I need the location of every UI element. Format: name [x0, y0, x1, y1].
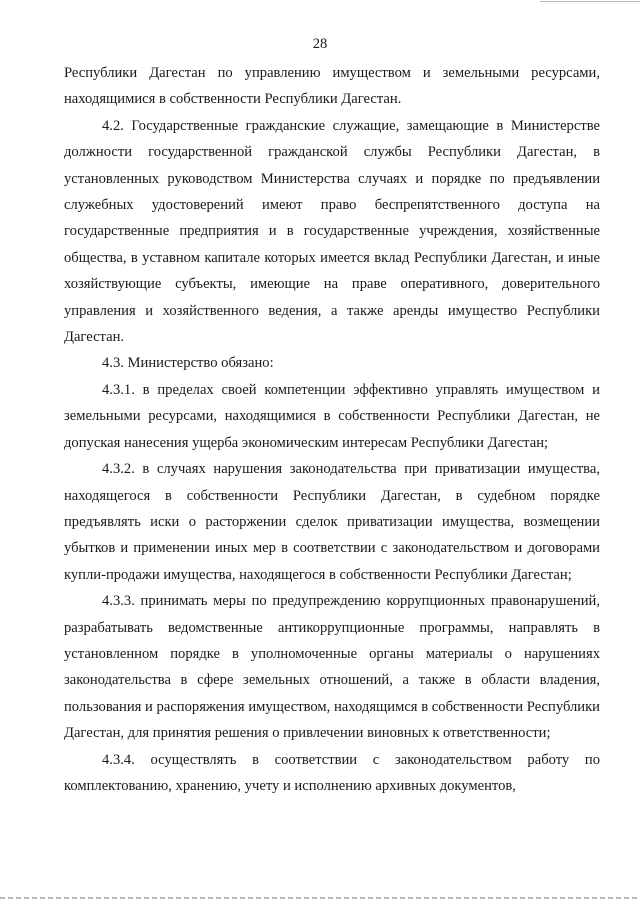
paragraph-4-3-3: 4.3.3. принимать меры по предупреждению коррупционных правонарушений, разрабатывать ведомственные антикоррупционные программы, направлять в установленном порядке в уполномоченные органы материалы о нарушениях законодательства в сфере земельных отношений, а также в области владения, пользования и распоряжения имуществом, находящимся в собственности Республики Дагестан, для принятия решения о привлечении виновных к ответственности;: [64, 593, 600, 742]
paragraph-4-3-4: 4.3.4. осуществлять в соответствии с законодательством работу по комплектованию, хранению, учету и исполнению архивных документов,: [64, 751, 600, 794]
paragraph-4-3: 4.3. Министерство обязано:: [102, 355, 274, 372]
scan-bottom-edge: [0, 897, 640, 899]
page-number: 28: [312, 36, 328, 52]
body-text: [64, 60, 600, 799]
paragraph-continuation: Республики Дагестан по управлению имуществом и земельными ресурсами, находящимися в собственности Республики Дагестан.: [64, 65, 600, 108]
scan-edge-line: [540, 1, 640, 2]
paragraph-4-2: 4.2. Государственные гражданские служащие, замещающие в Министерстве должности государственной гражданской службы Республики Дагестан, в установленных руководством Министерства случаях и порядке по предъявлении служебных удостоверений имеют право беспрепятственного доступа на государственные предприятия и в государственные учреждения, хозяйственные общества, в уставном капитале которых имеется вклад Республики Дагестан, и иные хозяйствующие субъекты, имеющие на праве оперативного, доверительного управления и хозяйственного ведения, а также аренды имущество Республики Дагестан.: [64, 117, 600, 346]
paragraph-4-3-1: 4.3.1. в пределах своей компетенции эффективно управлять имуществом и земельными ресурсами, находящимися в собственности Республики Дагестан, не допуская нанесения ущерба экономическим интересам Республики Дагестан;: [64, 381, 600, 451]
paragraph-4-3-2: 4.3.2. в случаях нарушения законодательства при приватизации имущества, находящегося в собственности Республики Дагестан, в судебном порядке предъявлять иски о расторжении сделок приватизации имущества, возмещении убытков и применении иных мер в соответствии с законодательством и договорами купли-продажи имущества, находящегося в собственности Республики Дагестан;: [64, 461, 600, 583]
